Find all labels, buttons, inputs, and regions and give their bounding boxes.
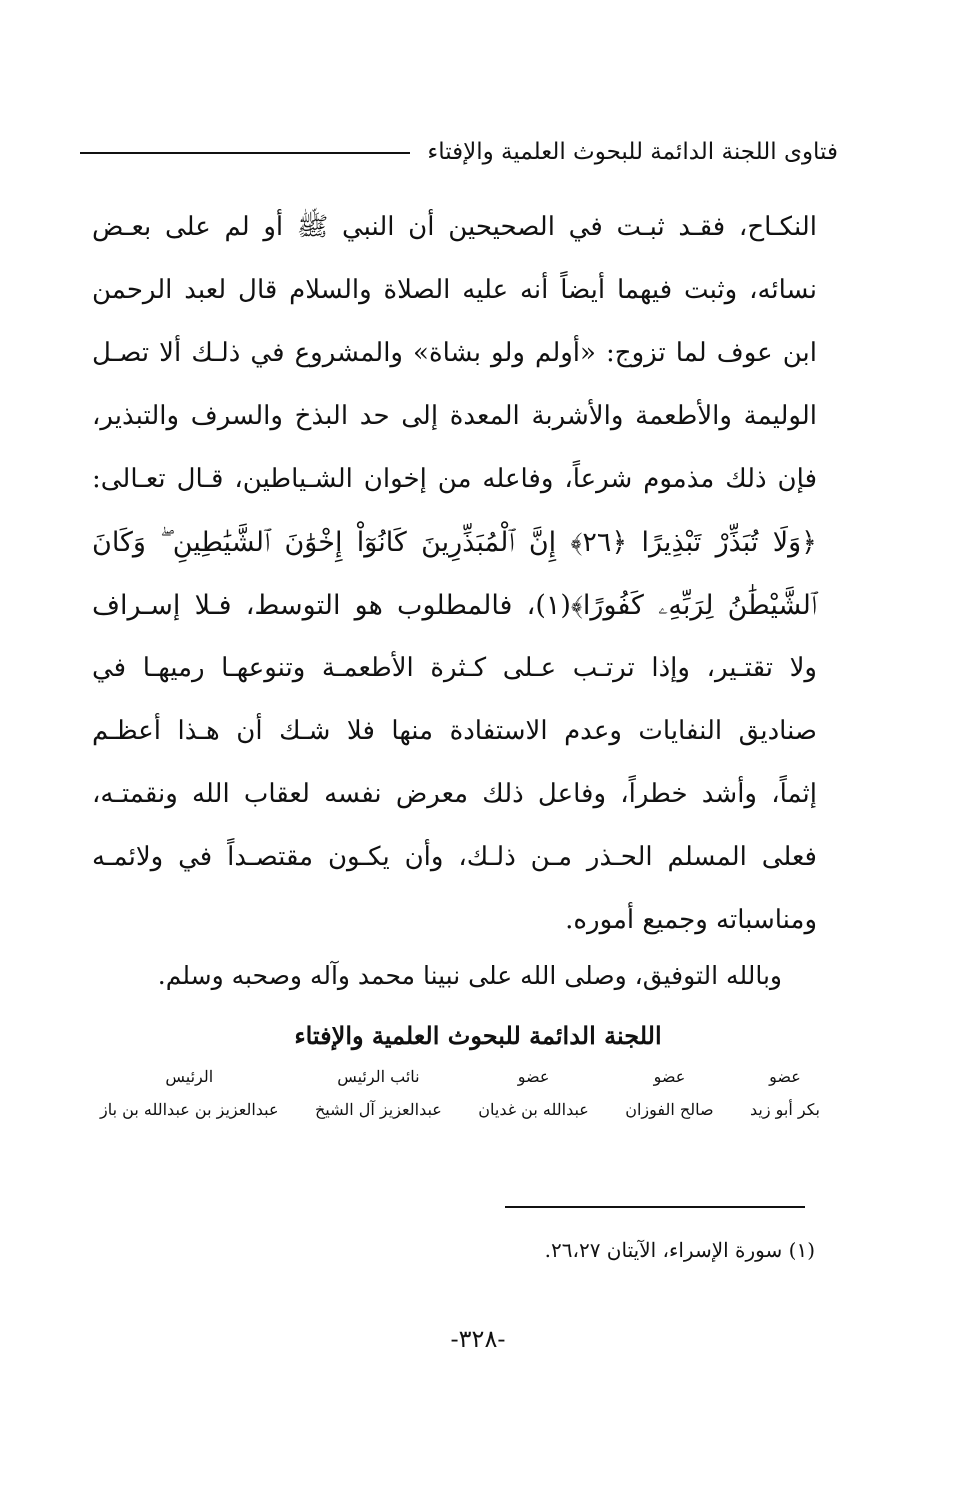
signatory-role: عضو [653,1067,686,1086]
signatories [100,1062,820,1128]
header-rule [80,152,410,154]
body-line: فعلى المسلم الحـذر مـن ذلـك، وأن يكـون مقتصـداً في ولائمـه [92,842,817,872]
signatory [100,1062,279,1128]
quran-verse-line: ٱلشَّيْطَٰنُ لِرَبِّهِۦ كَفُورًا﴾(١)، فالمطلوب هو التوسط، فـلا إسـراف [92,590,817,621]
signatory [315,1062,442,1128]
footnote-rule [505,1206,805,1208]
closing-line: وبالله التوفيق، وصلى الله على نبينا محمد وآله وصحبه وسلم. [157,961,782,990]
signatory [478,1062,589,1128]
quran-verse-line: ﴿وَلَا تُبَذِّرْ تَبْذِيرًا ﴿٢٦﴾ إِنَّ ٱلْمُبَذِّرِينَ كَانُوٓاْ إِخْوَٰنَ ٱلشَّيَٰطِينِ ۖ وَكَانَ [92,527,817,558]
footnote: (١) سورة الإسراء، الآيتان ٢٦،٢٧. [544,1238,815,1262]
signatory-name: بكر أبو زيد [749,1100,820,1119]
body-line: ابن عوف لما تزوج: «أولم ولو بشاة» والمشروع في ذلـك ألا تصـل [92,338,817,368]
signatory-role: عضو [769,1067,801,1086]
signatory [750,1062,820,1128]
body-line: نسائه، وثبت فيهما أيضاً أنه عليه الصلاة والسلام قال لعبد الرحمن [92,275,817,305]
fatwa-body [92,196,817,952]
signatory-name: صالح الفوزان [625,1100,714,1119]
body-line: الوليمة والأطعمة والأشربة المعدة إلى حد البذخ والسرف والتبذير، [92,401,817,431]
body-line: صناديق النفايات وعدم الاستفادة منها فلا شـك أن هـذا أعظـم [92,716,817,746]
signatory-name: عبدالعزيز آل الشيخ [314,1100,442,1119]
running-header [80,132,838,172]
signatory [625,1062,713,1128]
body-line: ومناسباته وجميع أموره. [565,905,817,935]
body-line: ولا تقتـير، وإذا ترتـب عـلى كـثرة الأطعمـة وتنوعهـا رميهـا في [92,653,817,683]
body-line: إثماً، وأشد خطراً، وفاعل ذلك معرض نفسه لعقاب الله ونقمتـه، [92,779,818,809]
header-title: فتاوى اللجنة الدائمة للبحوث العلمية والإفتاء [427,139,838,165]
signatory-role: نائب الرئيس [337,1067,420,1086]
body-line: فإن ذلك مذموم شرعاً، وفاعله من إخوان الشـياطين، قـال تعـالى: [92,464,817,494]
signatory-name: عبدالعزيز بن عبدالله بن باز [100,1100,279,1119]
page-number: -٣٢٨- [450,1325,506,1353]
signatory-role: الرئيس [165,1067,214,1086]
body-line: النكـاح، فقـد ثبـت في الصحيحين أن النبي ﷺ أو لم على بعـض [92,212,817,242]
signatory-role: عضو [517,1067,550,1086]
signatory-name: عبدالله بن غديان [478,1100,589,1119]
committee-title: اللجنة الدائمة للبحوث العلمية والإفتاء [294,1021,662,1050]
